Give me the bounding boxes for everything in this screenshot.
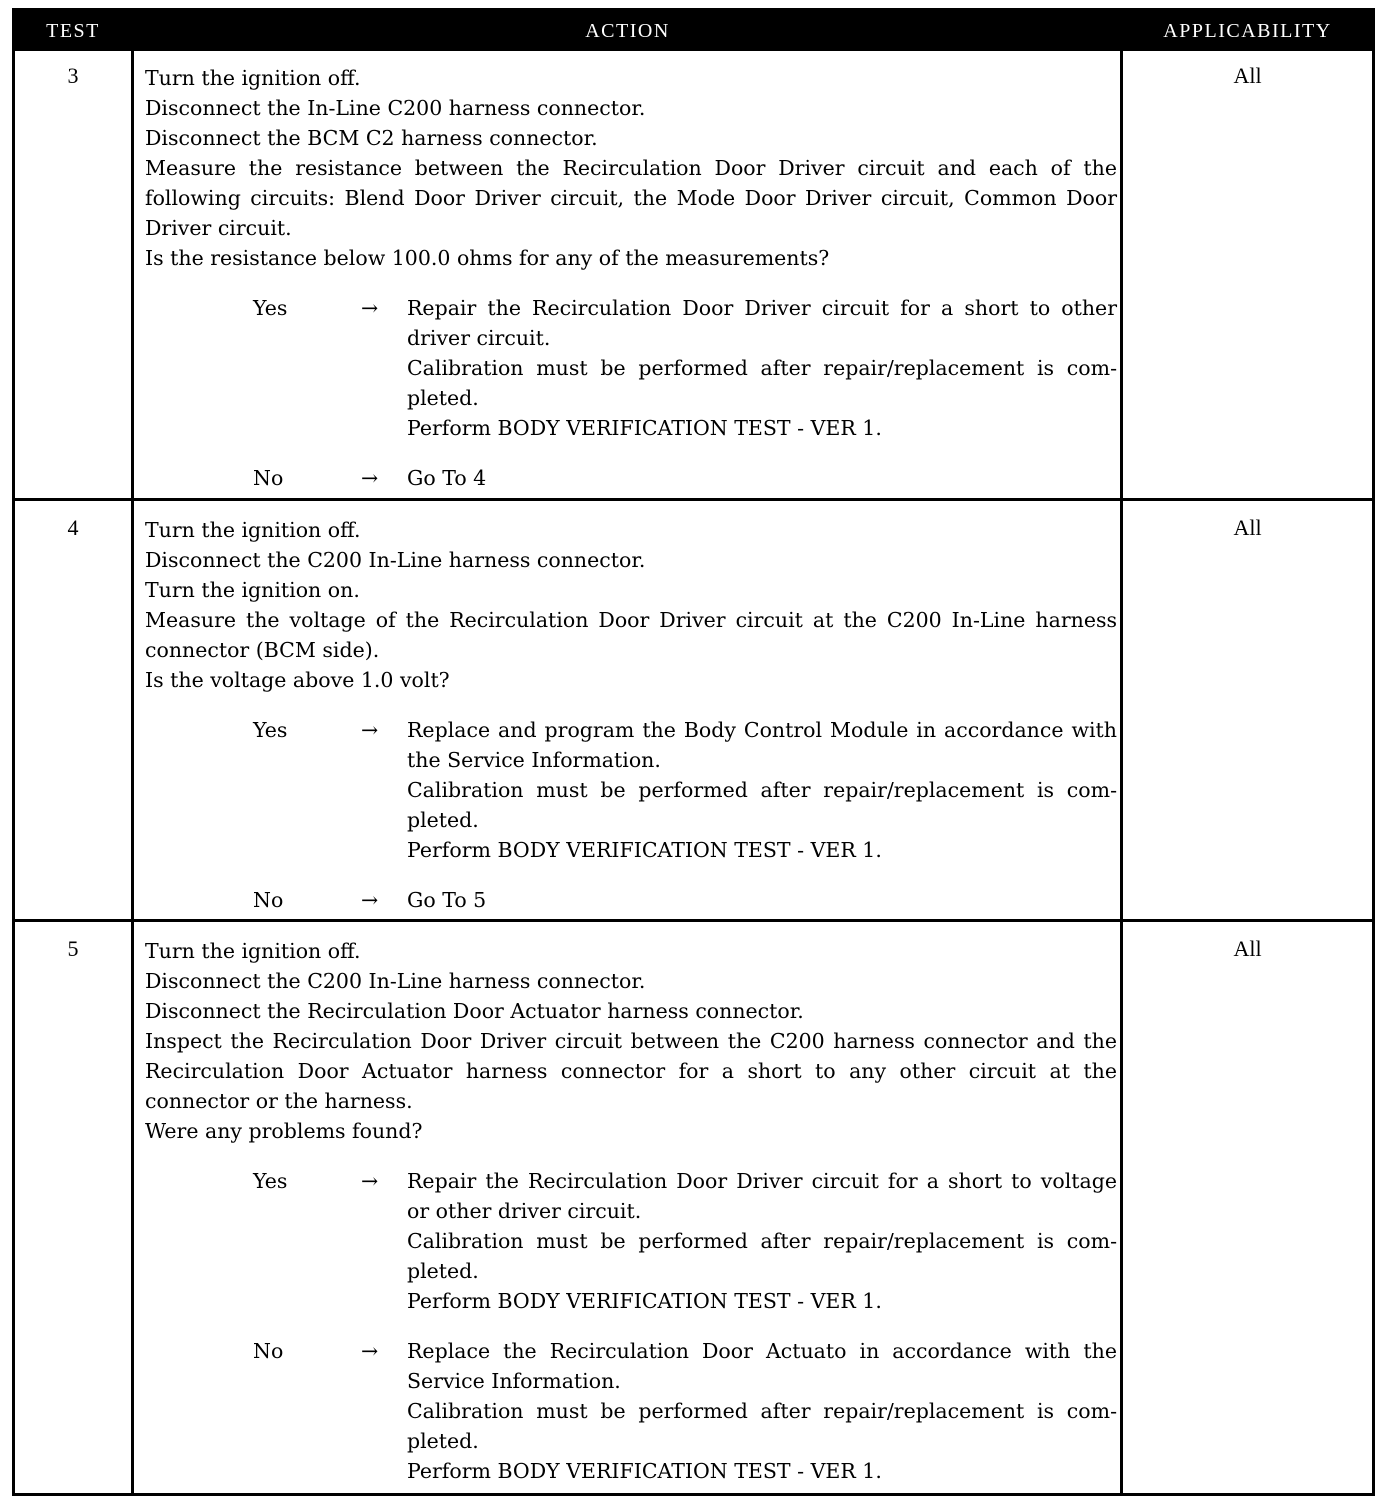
yes-response [145,715,1117,865]
row-divider [15,498,1372,501]
response-line: Replace and program the Body Control Module in accordance with the Service Information. [407,718,1117,772]
arrow-icon: → [361,888,379,912]
arrow-icon: → [361,718,379,742]
step-text: Disconnect the BCM C2 harness connector. [145,126,598,150]
response-line: Perform BODY VERIFICATION TEST - VER 1. [407,1459,882,1483]
yes-response [145,1166,1117,1316]
response-line: Go To 4 [407,466,487,490]
no-action-text [407,1336,1117,1486]
response-line: Calibration must be performed after repair/replacement is com-pleted. [407,356,1117,410]
response-line: Calibration must be performed after repair/replacement is com-pleted. [407,1229,1117,1283]
header-applicability: APPLICABILITY [1163,20,1332,42]
action-cell [145,515,1117,915]
arrow-icon: → [361,1339,379,1363]
response-line: Perform BODY VERIFICATION TEST - VER 1. [407,1289,882,1313]
arrow-icon: → [361,296,379,320]
step-text: Measure the resistance between the Recirculation Door Driver circuit and each of the following circuits: Blend Door Driver circuit, the Mode Door Driver circuit, Common Door Driver circuit. [145,156,1117,240]
no-label: No [253,1339,284,1363]
step-text: Disconnect the In-Line C200 harness connector. [145,96,646,120]
test-number: 5 [67,936,79,961]
yes-response [145,293,1117,443]
yes-action-text [407,1166,1117,1316]
no-response [145,1336,1117,1486]
applicability-value: All [1233,936,1262,961]
no-action-text [407,885,1117,915]
step-text: Measure the voltage of the Recirculation Door Driver circuit at the C200 In-Line harness connector (BCM side). [145,608,1117,662]
question-text: Is the voltage above 1.0 volt? [145,668,450,692]
diagnostic-table [12,8,1375,1496]
applicability-value: All [1233,515,1262,540]
step-text: Disconnect the Recirculation Door Actuator harness connector. [145,999,804,1023]
test-number: 3 [67,63,79,88]
response-line: Perform BODY VERIFICATION TEST - VER 1. [407,838,882,862]
step-text: Turn the ignition off. [145,66,361,90]
header-test: TEST [46,20,100,42]
response-line: Repair the Recirculation Door Driver circuit for a short to voltage or other driver circuit. [407,1169,1117,1223]
yes-action-text [407,293,1117,443]
step-text: Inspect the Recirculation Door Driver circuit between the C200 harness connector and the Recirculation Door Actuator harness connector for a short to any other circuit at the connector or the harness. [145,1029,1117,1113]
column-divider [1120,51,1123,1493]
response-line: Replace the Recirculation Door Actuato in accordance with the Service Information. [407,1339,1117,1393]
no-label: No [253,466,284,490]
response-line: Perform BODY VERIFICATION TEST - VER 1. [407,416,882,440]
step-text: Turn the ignition off. [145,939,361,963]
step-text: Disconnect the C200 In-Line harness connector. [145,969,646,993]
no-response [145,463,1117,493]
question-text: Is the resistance below 100.0 ohms for any of the measurements? [145,246,830,270]
no-action-text [407,463,1117,493]
yes-label: Yes [253,296,288,320]
step-text: Turn the ignition on. [145,578,360,602]
header-action: ACTION [585,20,670,42]
column-divider [131,51,134,1493]
response-line: Repair the Recirculation Door Driver circuit for a short to other driver circuit. [407,296,1117,350]
row-divider [15,919,1372,922]
response-line: Calibration must be performed after repair/replacement is com-pleted. [407,1399,1117,1453]
no-response [145,885,1117,915]
action-cell [145,936,1117,1486]
arrow-icon: → [361,1169,379,1193]
yes-label: Yes [253,1169,288,1193]
applicability-value: All [1233,63,1262,88]
no-label: No [253,888,284,912]
response-line: Calibration must be performed after repair/replacement is com-pleted. [407,778,1117,832]
arrow-icon: → [361,466,379,490]
step-text: Disconnect the C200 In-Line harness connector. [145,548,646,572]
table-header [15,11,1372,51]
response-line: Go To 5 [407,888,487,912]
step-text: Turn the ignition off. [145,518,361,542]
question-text: Were any problems found? [145,1119,423,1143]
yes-label: Yes [253,718,288,742]
yes-action-text [407,715,1117,865]
test-number: 4 [67,515,79,540]
action-cell [145,63,1117,493]
